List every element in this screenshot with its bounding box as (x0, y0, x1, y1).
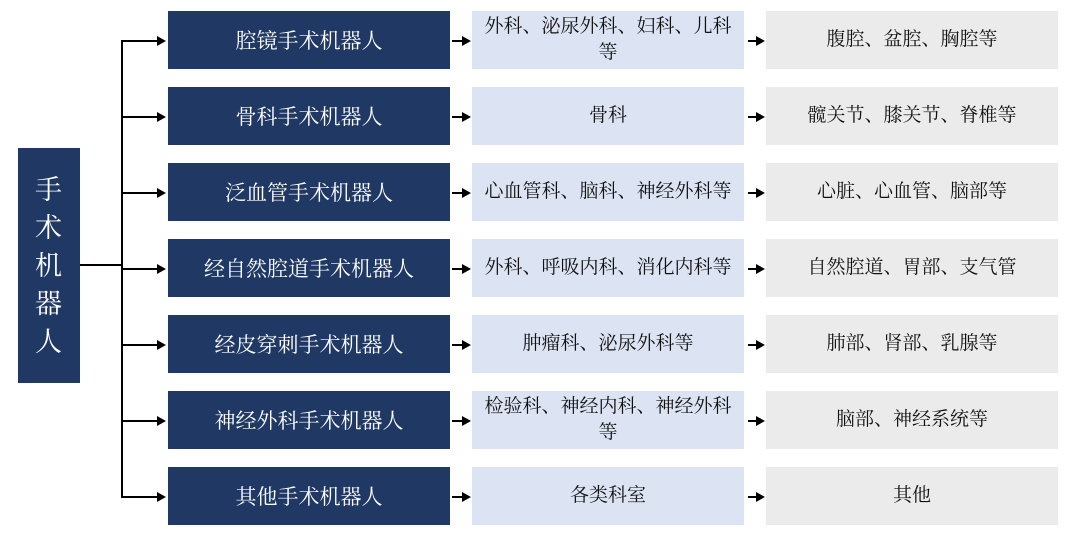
department-to-site-arrow-icon (756, 340, 765, 350)
branch-arrow-4-icon (157, 264, 166, 274)
category-to-department-arrow-icon (462, 112, 471, 122)
department-label: 心血管科、脑科、神经外科等 (484, 181, 732, 202)
category-label: 经自然腔道手术机器人 (204, 258, 414, 281)
root-node (18, 148, 80, 383)
department-label: 各类科室 (569, 485, 646, 506)
site-node (766, 239, 1058, 297)
site-label: 脑部、神经系统等 (835, 409, 988, 430)
department-node (472, 11, 744, 69)
department-to-site-arrow-icon (756, 492, 765, 502)
department-label: 检验科、神经内科、神经外科等 (484, 396, 732, 443)
department-node (472, 239, 744, 297)
department-to-site-arrow-icon (756, 264, 765, 274)
root-trunk-horizontal (80, 264, 122, 266)
category-to-department-arrow-icon (462, 264, 471, 274)
category-label: 经皮穿刺手术机器人 (214, 334, 404, 357)
site-label: 腹腔、盆腔、胸腔等 (826, 29, 998, 50)
department-node (472, 467, 744, 525)
site-label: 其他 (892, 485, 931, 506)
site-label: 心脏、心血管、脑部等 (816, 181, 1007, 202)
site-node (766, 87, 1058, 145)
category-node (168, 239, 450, 297)
category-label: 泛血管手术机器人 (225, 182, 393, 205)
site-label: 自然腔道、胃部、支气管 (807, 257, 1017, 278)
root-node-label: 手术机器人 (35, 174, 63, 357)
category-node (168, 11, 450, 69)
category-label: 腔镜手术机器人 (235, 30, 383, 53)
category-to-department-arrow-icon (462, 416, 471, 426)
site-label: 髋关节、膝关节、脊椎等 (807, 105, 1017, 126)
site-node (766, 315, 1058, 373)
category-node (168, 87, 450, 145)
category-label: 神经外科手术机器人 (214, 410, 404, 433)
branch-line-5 (121, 344, 157, 346)
category-to-department-arrow-icon (462, 340, 471, 350)
branch-arrow-1-icon (157, 36, 166, 46)
department-label: 外科、泌尿外科、妇科、儿科等 (484, 16, 732, 63)
category-node (168, 467, 450, 525)
category-node (168, 315, 450, 373)
branch-line-1 (121, 40, 157, 42)
branch-line-4 (121, 268, 157, 270)
department-node (472, 391, 744, 449)
category-label: 其他手术机器人 (235, 486, 383, 509)
department-node (472, 163, 744, 221)
category-to-department-arrow-icon (462, 492, 471, 502)
department-node (472, 87, 744, 145)
department-to-site-arrow-icon (756, 36, 765, 46)
category-to-department-arrow-icon (462, 36, 471, 46)
site-label: 肺部、肾部、乳腺等 (826, 333, 998, 354)
category-to-department-arrow-icon (462, 188, 471, 198)
department-label: 骨科 (588, 105, 627, 126)
site-node (766, 11, 1058, 69)
branch-arrow-6-icon (157, 416, 166, 426)
branch-arrow-7-icon (157, 492, 166, 502)
category-node (168, 163, 450, 221)
category-label: 骨科手术机器人 (235, 106, 383, 129)
department-to-site-arrow-icon (756, 188, 765, 198)
department-to-site-arrow-icon (756, 112, 765, 122)
branch-arrow-5-icon (157, 340, 166, 350)
site-node (766, 391, 1058, 449)
site-node (766, 467, 1058, 525)
site-node (766, 163, 1058, 221)
category-node (168, 391, 450, 449)
branch-arrow-3-icon (157, 188, 166, 198)
branch-line-2 (121, 116, 157, 118)
department-label: 外科、呼吸内科、消化内科等 (484, 257, 732, 278)
branch-arrow-2-icon (157, 112, 166, 122)
branch-line-3 (121, 192, 157, 194)
department-to-site-arrow-icon (756, 416, 765, 426)
branch-line-7 (121, 496, 157, 498)
department-label: 肿瘤科、泌尿外科等 (522, 333, 694, 354)
branch-line-6 (121, 420, 157, 422)
department-node (472, 315, 744, 373)
